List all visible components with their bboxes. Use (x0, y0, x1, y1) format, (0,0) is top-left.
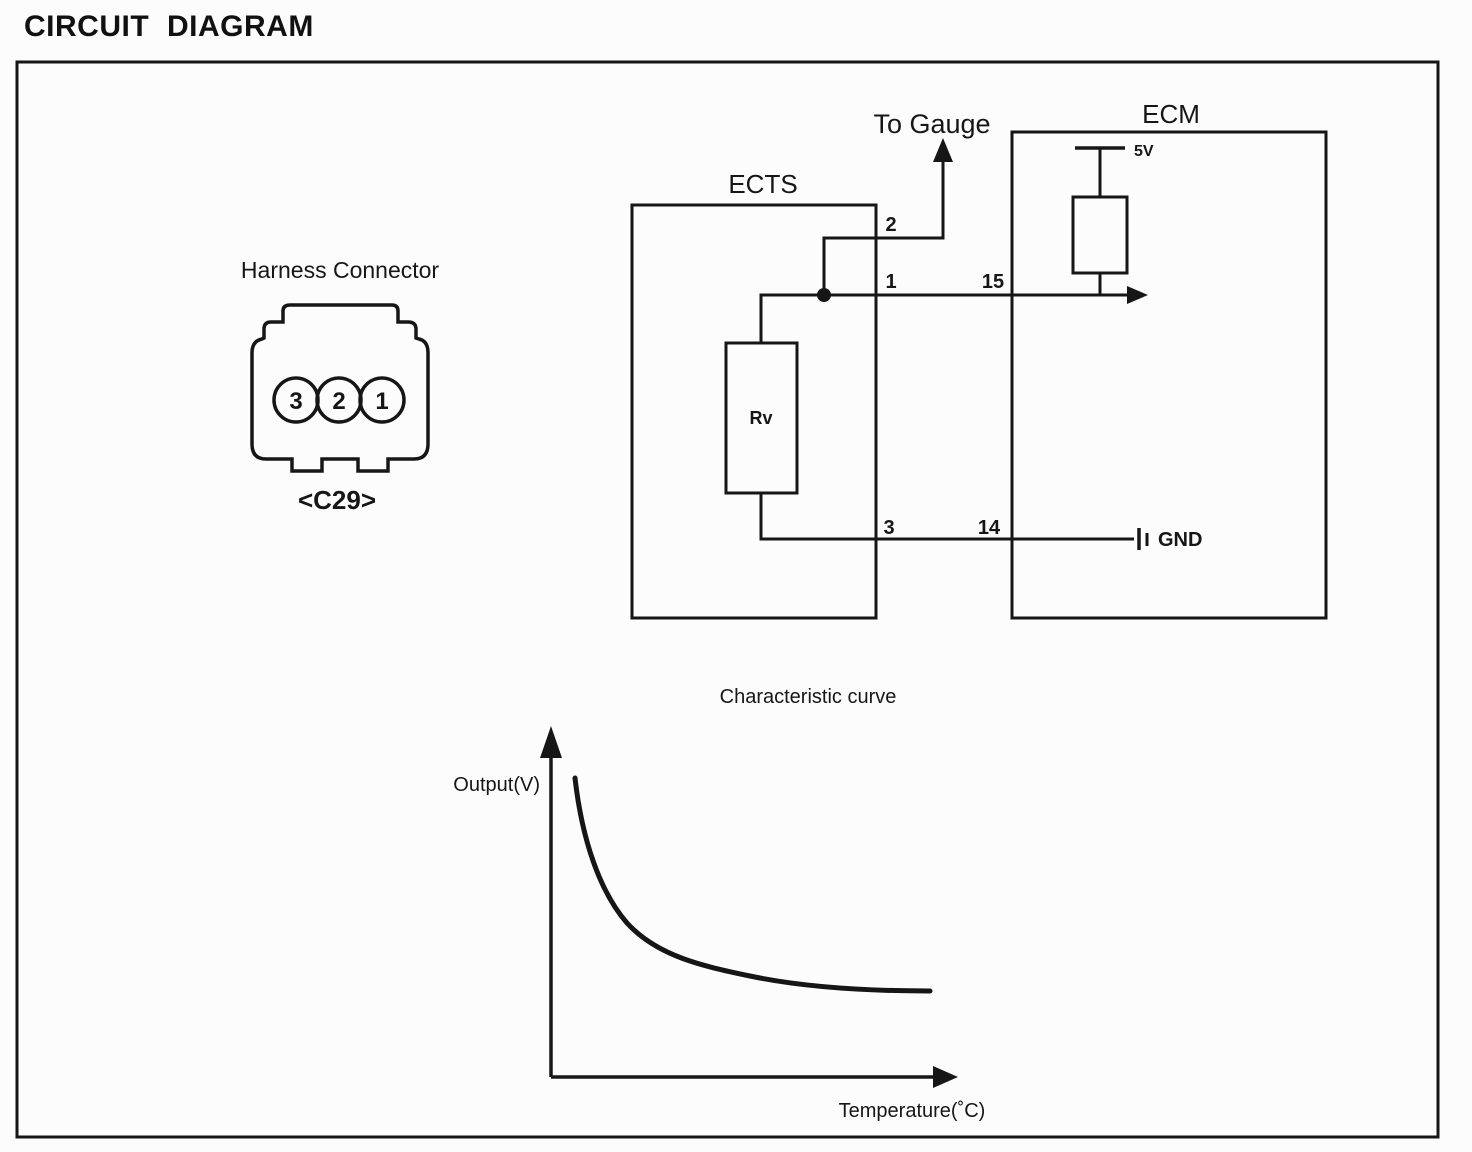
ects-label: ECTS (728, 169, 798, 199)
connector-code-label: <C29> (297, 485, 377, 515)
to-gauge-arrow-icon (933, 138, 953, 162)
characteristic-curve-chart (453, 686, 985, 1122)
pin-number-1: 1 (375, 388, 389, 415)
wire-to-gauge (824, 160, 943, 295)
gnd-label: GND (1158, 529, 1203, 551)
ects-resistor-label: Rv (749, 408, 773, 428)
harness-connector-label: Harness Connector (240, 257, 440, 283)
ects-pin3-label: 3 (883, 517, 895, 539)
wiring (761, 109, 1202, 551)
y-axis-label: Output(V) (453, 774, 540, 796)
ecm-pin15-label: 15 (981, 271, 1005, 293)
wire-signal (761, 295, 1130, 343)
ects-block (632, 169, 876, 618)
pin-number-3: 3 (289, 388, 303, 415)
ecm-pullup-resistor-icon (1073, 197, 1127, 273)
y-axis-arrow-icon (540, 726, 562, 758)
wire-ground (761, 493, 1134, 539)
to-gauge-label: To Gauge (873, 109, 991, 139)
ects-pin2-label: 2 (885, 214, 897, 236)
harness-connector (241, 257, 439, 515)
chart-title: Characteristic curve (719, 686, 897, 708)
characteristic-curve-line (575, 778, 930, 991)
supply-voltage-label: 5V (1134, 143, 1154, 160)
pin-number-2: 2 (332, 388, 346, 415)
ecm-pin14-label: 14 (977, 517, 1001, 539)
wire-signal-arrow-icon (1127, 286, 1148, 304)
ecm-label: ECM (1142, 99, 1200, 129)
ects-pin1-label: 1 (885, 271, 897, 293)
page-title: CIRCUIT DIAGRAM (24, 10, 314, 43)
x-axis-label: Temperature(˚C) (838, 1100, 986, 1122)
x-axis-arrow-icon (933, 1066, 958, 1088)
diagram-border (17, 62, 1438, 1137)
